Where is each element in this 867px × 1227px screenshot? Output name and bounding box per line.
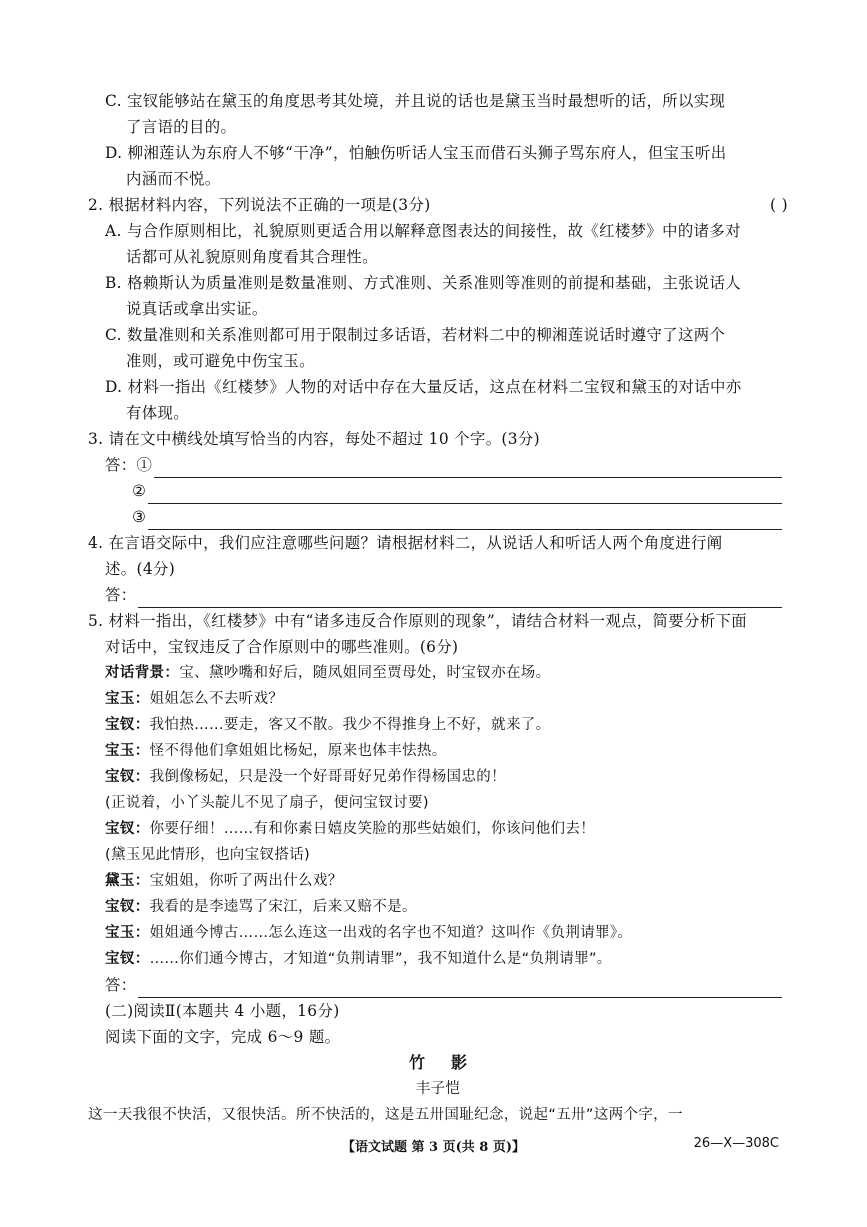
q5-dialog-line xyxy=(105,712,788,738)
passage-title: 竹影 xyxy=(408,1053,493,1072)
q3-answer-3-label: ③ xyxy=(132,508,147,526)
q5-dialog-speaker: 宝钗： xyxy=(105,769,150,785)
q5-answer-blank[interactable] xyxy=(138,979,782,998)
q5-dialog-line xyxy=(105,764,788,790)
q5-dialog-text: 我看的是李逵骂了宋江，后来又赔不是。 xyxy=(149,899,417,915)
q5-dialog-line xyxy=(105,868,788,894)
q4-stem-line1: 4. 在言语交际中，我们应注意哪些问题？请根据材料二，从说话人和听话人两个角度进行阐 xyxy=(88,534,723,552)
q5-dialog-background xyxy=(105,660,788,686)
q5-dialog-background-text: 宝、黛吵嘴和好后，随凤姐同至贾母处，时宝钗亦在场。 xyxy=(179,665,551,681)
q2-stem-text: 2. 根据材料内容，下列说法不正确的一项是(3分) xyxy=(88,196,431,214)
q3-answer-3[interactable] xyxy=(132,504,788,530)
q5-dialog-speaker: 宝钗： xyxy=(105,821,150,837)
q2-option-a-line2: 话都可从礼貌原则角度看其合理性。 xyxy=(126,248,378,266)
q2-option-b-line1: B. 格赖斯认为质量准则是数量准则、方式准则、关系准则等准则的前提和基础，主张说话人 xyxy=(105,274,742,292)
q4-answer[interactable] xyxy=(105,582,788,608)
q1-option-d-line2: 内涵而不悦。 xyxy=(126,170,221,188)
q5-dialog-text: 姐姐通今博古……怎么连这一出戏的名字也不知道？这叫作《负荆请罪》。 xyxy=(149,925,633,941)
q5-dialog-speaker: 宝玉： xyxy=(105,691,150,707)
section2-instruction: 阅读下面的文字，完成 6～9 题。 xyxy=(105,1028,341,1046)
passage-author: 丰子恺 xyxy=(415,1081,461,1097)
q4-answer-blank[interactable] xyxy=(138,589,782,608)
q2-option-d-line1: D. 材料一指出《红楼梦》人物的对话中存在大量反话，这点在材料二宝钗和黛玉的对话中亦 xyxy=(105,378,742,396)
q5-dialog-line xyxy=(105,816,788,842)
q4-answer-label: 答： xyxy=(105,586,137,604)
q5-dialog-text: 宝姐姐，你听了两出什么戏？ xyxy=(149,873,343,889)
q5-dialog-speaker: 宝钗： xyxy=(105,951,150,967)
q2-option-d-line2: 有体现。 xyxy=(126,404,189,422)
q5-dialog-line xyxy=(105,738,788,764)
q1-option-d-line1: D. 柳湘莲认为东府人不够“干净”，怕触伤听话人宝玉而借石头狮子骂东府人，但宝玉听出 xyxy=(105,144,727,162)
q2-option-b-line2: 说真话或拿出实证。 xyxy=(126,300,268,318)
q3-stem: 3. 请在文中横线处填写恰当的内容，每处不超过 10 个字。(3分) xyxy=(88,430,541,448)
q1-option-c-line1: C. 宝钗能够站在黛玉的角度思考其处境，并且说的话也是黛玉当时最想听的话，所以实现 xyxy=(105,92,726,110)
q5-dialog-line xyxy=(105,790,788,816)
q5-dialog-line xyxy=(105,920,788,946)
q5-dialog-line xyxy=(105,946,788,972)
q4-stem-line2: 述。(4分) xyxy=(105,560,176,578)
q5-dialog-text: (黛玉见此情形，也向宝钗搭话) xyxy=(105,847,311,863)
q5-dialog-text: ……你们通今博古，才知道“负荆请罪”，我不知道什么是“负荆请罪”。 xyxy=(149,951,612,967)
q2-stem xyxy=(88,192,788,218)
q5-dialog-text: 姐姐怎么不去听戏？ xyxy=(149,691,284,707)
q5-dialog-text: 我倒像杨妃，只是没一个好哥哥好兄弟作得杨国忠的！ xyxy=(149,769,506,785)
q5-dialog-list xyxy=(88,686,788,972)
q5-stem-line1: 5. 材料一指出，《红楼梦》中有“诸多违反合作原则的现象”，请结合材料一观点，简要分析下面 xyxy=(88,612,747,630)
q3-answer-1-blank[interactable] xyxy=(154,459,782,478)
page-content xyxy=(88,88,788,1128)
q2-option-a-line1: A. 与合作原则相比，礼貌原则更适合用以解释意图表达的间接性，故《红楼梦》中的诸多对 xyxy=(105,222,741,240)
q5-dialog-line xyxy=(105,842,788,868)
q2-option-c-line1: C. 数量准则和关系准则都可用于限制过多话语，若材料二中的柳湘莲说话时遵守了这两个 xyxy=(105,326,726,344)
q3-answer-1-label: 答：① xyxy=(105,456,153,474)
q5-dialog-speaker: 宝钗： xyxy=(105,899,150,915)
q5-dialog-speaker: 宝玉： xyxy=(105,925,150,941)
section2-heading: (二)阅读Ⅱ(本题共 4 小题，16分) xyxy=(105,1002,340,1020)
q5-dialog-text: (正说着，小丫头靛儿不见了扇子，便问宝钗讨要) xyxy=(105,795,429,811)
q2-answer-paren: ( ) xyxy=(770,196,788,214)
q5-dialog-line xyxy=(105,686,788,712)
q2-option-c-line2: 准则，或可避免中伤宝玉。 xyxy=(126,352,315,370)
footer-page-info: 【语文试题 第 3 页(共 8 页)】 xyxy=(341,1140,526,1155)
q3-answer-3-blank[interactable] xyxy=(148,511,782,530)
q3-answer-2-label: ② xyxy=(132,482,147,500)
q5-dialog-speaker: 黛玉： xyxy=(105,873,150,889)
q5-dialog-speaker: 宝玉： xyxy=(105,743,150,759)
q5-dialog-text: 怪不得他们拿姐姐比杨妃，原来也体丰怯热。 xyxy=(149,743,447,759)
q3-answer-2[interactable] xyxy=(132,478,788,504)
q1-option-c-line2: 了言语的目的。 xyxy=(126,118,237,136)
q3-answer-2-blank[interactable] xyxy=(148,485,782,504)
q5-stem-line2: 对话中，宝钗违反了合作原则中的哪些准则。(6分) xyxy=(105,638,459,656)
q5-answer-label: 答： xyxy=(105,976,137,994)
passage-first-line: 这一天我很不快活，又很快活。所不快活的，这是五卅国耻纪念，说起“五卅”这两个字，一 xyxy=(88,1107,683,1123)
q5-dialog-text: 我怕热……要走，客又不散。我少不得推身上不好，就来了。 xyxy=(149,717,551,733)
q5-answer[interactable] xyxy=(105,972,788,998)
q5-dialog-line xyxy=(105,894,788,920)
q5-dialog-background-label: 对话背景： xyxy=(105,665,180,681)
q5-dialog-speaker: 宝钗： xyxy=(105,717,150,733)
footer-exam-code: 26—X—308C xyxy=(693,1136,779,1151)
q5-dialog-text: 你要仔细！……有和你素日嬉皮笑脸的那些姑娘们，你该问他们去！ xyxy=(149,821,596,837)
q3-answer-1[interactable] xyxy=(105,452,788,478)
